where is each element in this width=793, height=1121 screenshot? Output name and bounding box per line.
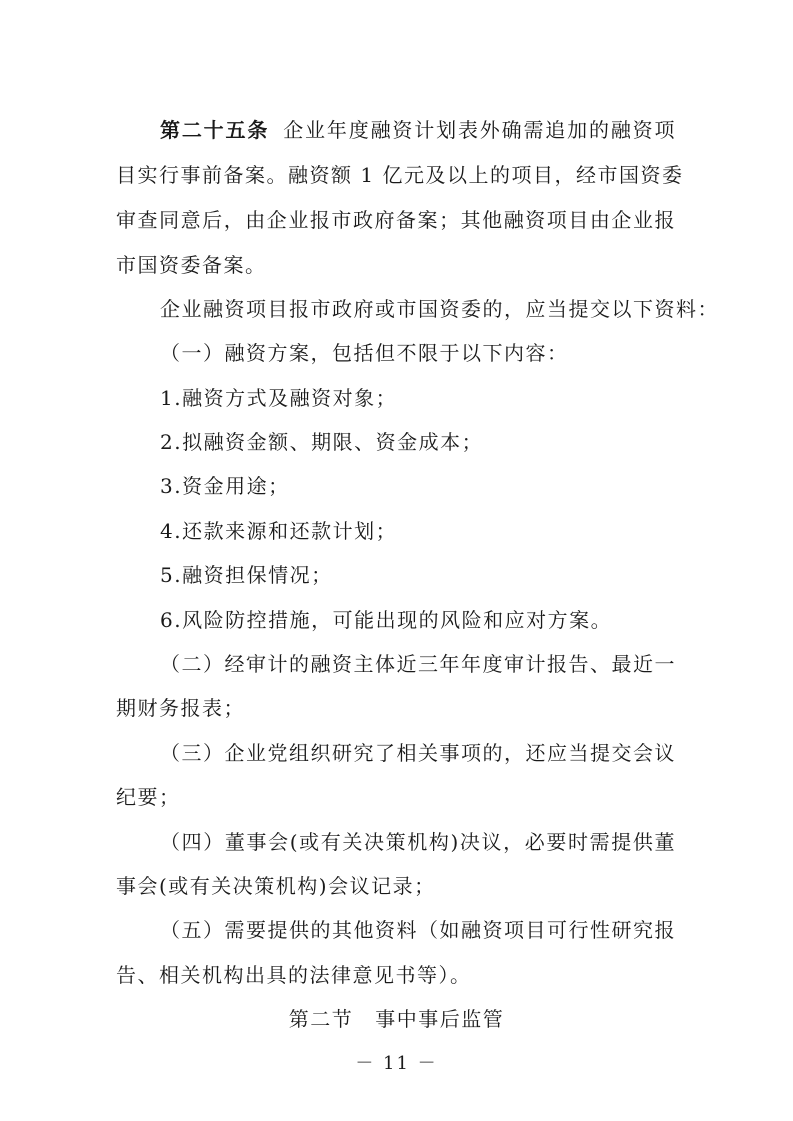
item-1-sub-6: 6.风险防控措施，可能出现的风险和应对方案。 — [160, 608, 613, 632]
item-1-sub-1: 1.融资方式及融资对象； — [160, 386, 398, 410]
section-2-title: 事中事后监管 — [375, 1007, 505, 1031]
item-1-sub-2: 2.拟融资金额、期限、资金成本； — [160, 430, 484, 454]
section-2-number: 第二节 — [288, 1007, 354, 1031]
item-4-line-1: （四）董事会(或有关决策机构)决议，必要时需提供董 — [160, 830, 676, 854]
item-3-line-1: （三）企业党组织研究了相关事项的，还应当提交会议 — [160, 741, 676, 765]
article-25-line-4: 市国资委备案。 — [116, 253, 267, 277]
item-4-line-2: 事会(或有关决策机构)会议记录； — [116, 874, 436, 898]
item-1-sub-4: 4.还款来源和还款计划； — [160, 519, 398, 543]
materials-intro: 企业融资项目报市政府或市国资委的，应当提交以下资料： — [160, 297, 719, 321]
item-2-line-1: （二）经审计的融资主体近三年年度审计报告、最近一 — [160, 652, 676, 676]
article-25-line-3: 审查同意后，由企业报市政府备案；其他融资项目由企业报 — [116, 208, 676, 232]
article-25-line-1 — [160, 118, 676, 142]
page-number: － 11 － — [355, 1053, 438, 1074]
item-1-sub-5: 5.融资担保情况； — [160, 563, 333, 587]
item-1-sub-3: 3.资金用途； — [160, 474, 290, 498]
item-5-line-1: （五）需要提供的其他资料（如融资项目可行性研究报 — [160, 918, 676, 942]
item-5-line-2: 告、相关机构出具的法律意见书等）。 — [116, 963, 472, 987]
item-3-line-2: 纪要； — [116, 785, 181, 809]
article-25-text-1: 企业年度融资计划表外确需追加的融资项 — [283, 118, 677, 142]
item-2-line-2: 期财务报表； — [116, 696, 245, 720]
article-25-heading: 第二十五条 — [160, 118, 270, 142]
article-25-line-2: 目实行事前备案。融资额 1 亿元及以上的项目，经市国资委 — [116, 163, 684, 187]
item-1-title: （一）融资方案，包括但不限于以下内容： — [160, 341, 569, 365]
section-2-heading — [0, 1007, 793, 1031]
